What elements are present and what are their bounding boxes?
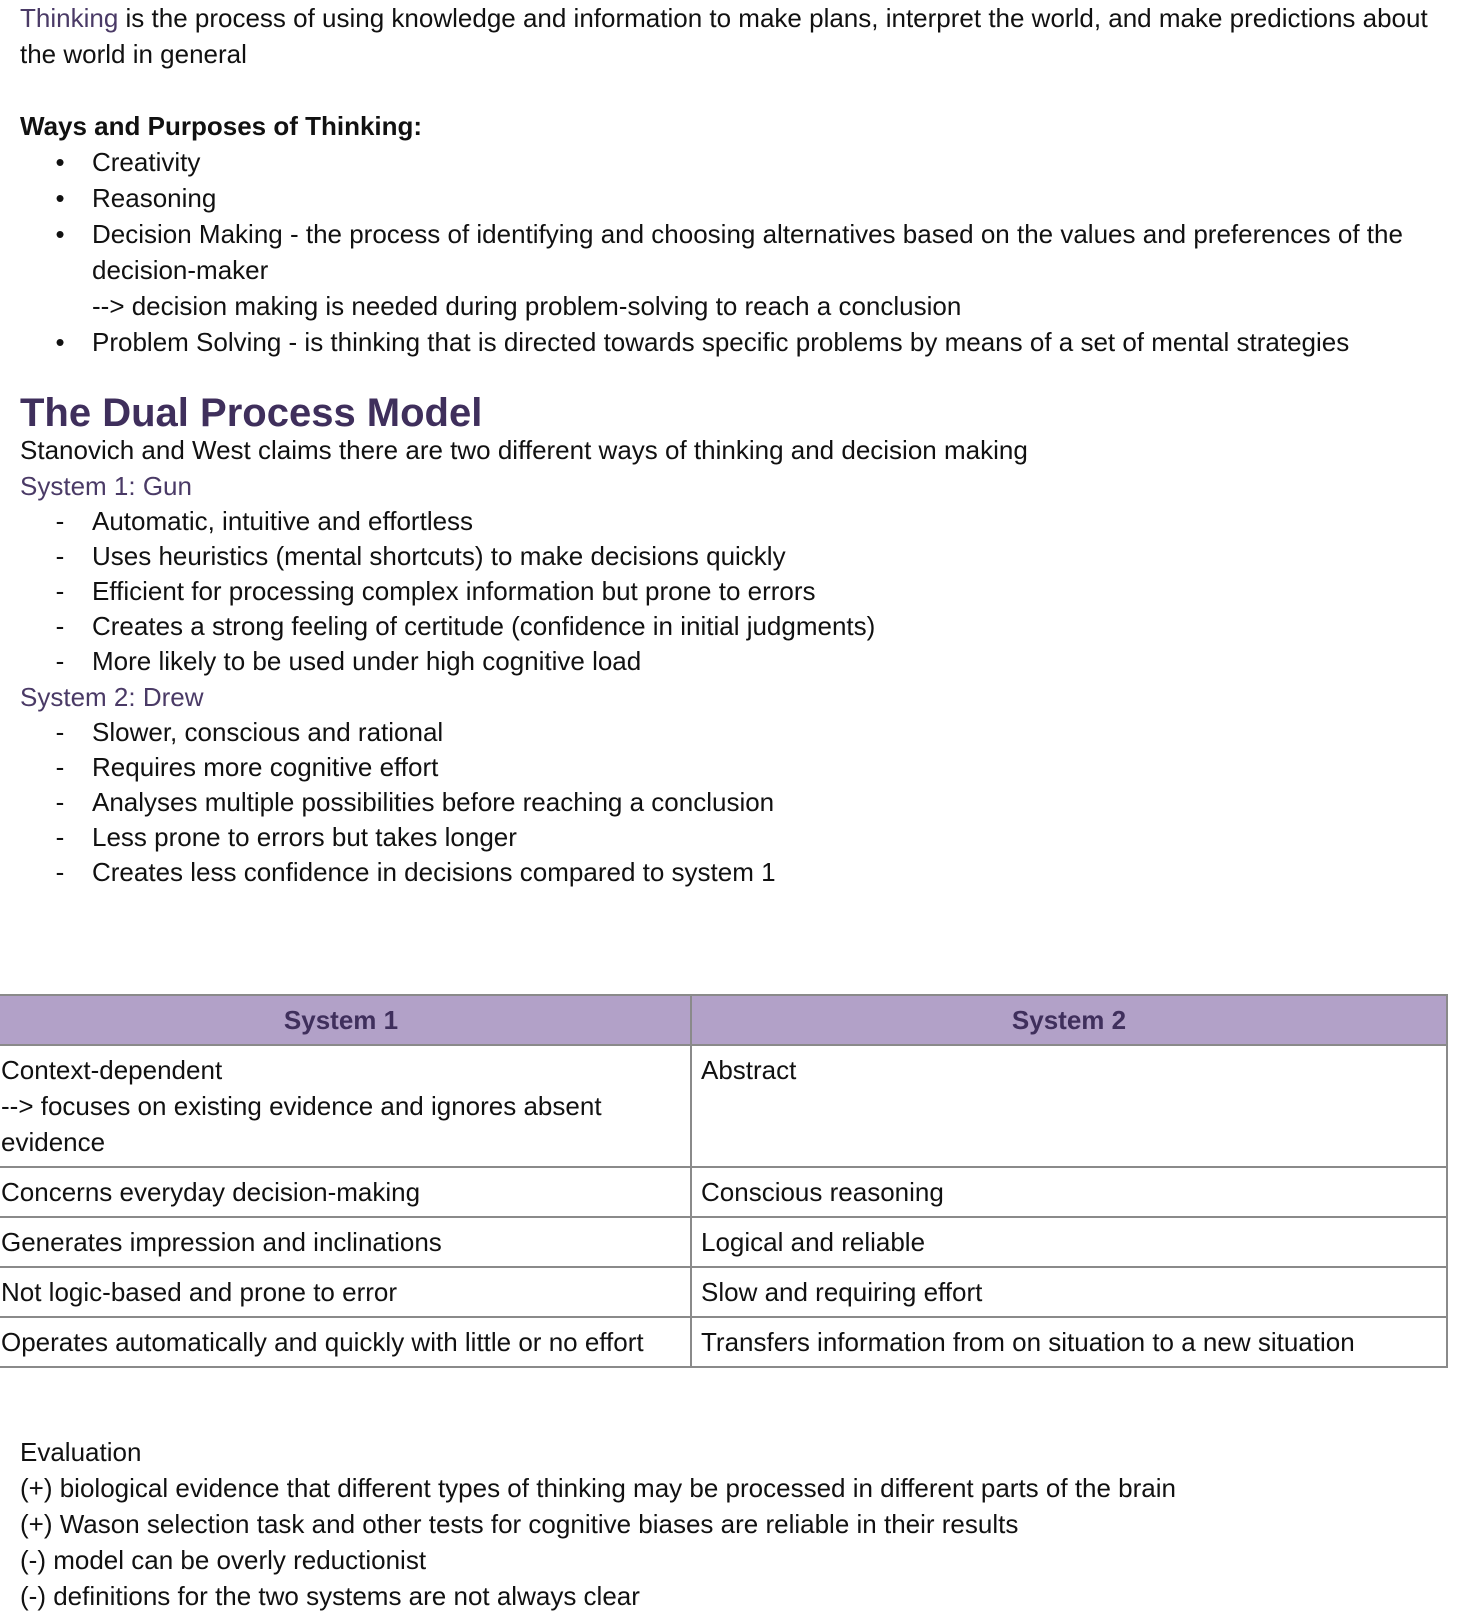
evaluation-heading: Evaluation: [20, 1437, 142, 1467]
comparison-table: [0, 994, 1448, 1368]
document-page: [20, 0, 1460, 890]
system1-item: - More likely to be used under high cognitive load: [20, 644, 1460, 679]
bullet-icon: [50, 180, 70, 216]
section-title: The Dual Process Model: [20, 391, 483, 435]
system2-item: - Requires more cognitive effort: [20, 750, 1460, 785]
table-row: [0, 1217, 1447, 1267]
dash-bullet-icon: -: [55, 857, 65, 887]
evaluation-point: (-) model can be overly reductionist: [20, 1545, 427, 1575]
table-cell-system2: Abstract: [691, 1045, 1447, 1167]
system2-item: - Less prone to errors but takes longer: [20, 820, 1460, 855]
table-row: [0, 1045, 1447, 1167]
table-row: [0, 1317, 1447, 1367]
system2-label: System 2: Drew: [20, 682, 204, 712]
system2-item: - Slower, conscious and rational: [20, 715, 1460, 750]
bullet-icon: [50, 324, 70, 360]
dash-bullet-icon: -: [55, 611, 65, 641]
table-cell-system1: Generates impression and inclinations: [0, 1217, 691, 1267]
table-header-system1: System 1: [0, 995, 691, 1045]
system1-label: System 1: Gun: [20, 471, 192, 501]
table-row: [0, 1167, 1447, 1217]
dash-bullet-icon: -: [55, 506, 65, 536]
system2-list: [20, 715, 1460, 890]
evaluation-point: (+) Wason selection task and other tests for cognitive biases are reliable in their results: [20, 1509, 1019, 1539]
ways-item: • Problem Solving - is thinking that is directed towards specific problems by means of a set of mental strategies: [20, 324, 1460, 360]
dash-bullet-icon: -: [55, 646, 65, 676]
table-header-system2: System 2: [691, 995, 1447, 1045]
table-cell-system1: Context-dependent --> focuses on existing evidence and ignores absent evidence: [0, 1045, 691, 1167]
system2-item: - Analyses multiple possibilities before reaching a conclusion: [20, 785, 1460, 820]
evaluation-section: [20, 1434, 1176, 1614]
dash-bullet-icon: -: [55, 787, 65, 817]
evaluation-point: (+) biological evidence that different types of thinking may be processed in different parts of the brain: [20, 1473, 1176, 1503]
dash-bullet-icon: -: [55, 822, 65, 852]
table-cell-system2: Logical and reliable: [691, 1217, 1447, 1267]
system1-item: - Uses heuristics (mental shortcuts) to make decisions quickly: [20, 539, 1460, 574]
table-cell-system1: Operates automatically and quickly with little or no effort: [0, 1317, 691, 1367]
system1-item: - Efficient for processing complex information but prone to errors: [20, 574, 1460, 609]
ways-item: • Creativity: [20, 144, 1460, 180]
ways-item: • Reasoning: [20, 180, 1460, 216]
table-cell-system2: Transfers information from on situation to a new situation: [691, 1317, 1447, 1367]
dash-bullet-icon: -: [55, 576, 65, 606]
intro-term: Thinking: [20, 3, 119, 33]
intro-definition: is the process of using knowledge and information to make plans, interpret the world, and make predictions about the world in general: [20, 3, 1428, 69]
intro-paragraph: [20, 0, 1460, 72]
evaluation-point: (-) definitions for the two systems are not always clear: [20, 1581, 640, 1611]
table-cell-system1: Concerns everyday decision-making: [0, 1167, 691, 1217]
system1-item: - Automatic, intuitive and effortless: [20, 504, 1460, 539]
system1-list: [20, 504, 1460, 679]
table-cell-system2: Slow and requiring effort: [691, 1267, 1447, 1317]
dash-bullet-icon: -: [55, 717, 65, 747]
ways-item: • Decision Making - the process of identifying and choosing alternatives based on the values and preferences of the decision-maker --> decision making is needed during problem-solving to reach a conclusion: [20, 216, 1460, 324]
system2-item: - Creates less confidence in decisions compared to system 1: [20, 855, 1460, 890]
dash-bullet-icon: -: [55, 541, 65, 571]
bullet-icon: [50, 144, 70, 180]
ways-heading: Ways and Purposes of Thinking:: [20, 111, 423, 141]
table-cell-system1: Not logic-based and prone to error: [0, 1267, 691, 1317]
ways-list: [20, 144, 1460, 360]
table-cell-system2: Conscious reasoning: [691, 1167, 1447, 1217]
system1-item: - Creates a strong feeling of certitude (confidence in initial judgments): [20, 609, 1460, 644]
bullet-icon: [50, 216, 70, 252]
table-row: [0, 1267, 1447, 1317]
table-header-row: [0, 995, 1447, 1045]
ways-item-note: --> decision making is needed during problem-solving to reach a conclusion: [92, 291, 962, 321]
dual-process-intro: Stanovich and West claims there are two different ways of thinking and decision making: [20, 435, 1028, 465]
dash-bullet-icon: -: [55, 752, 65, 782]
